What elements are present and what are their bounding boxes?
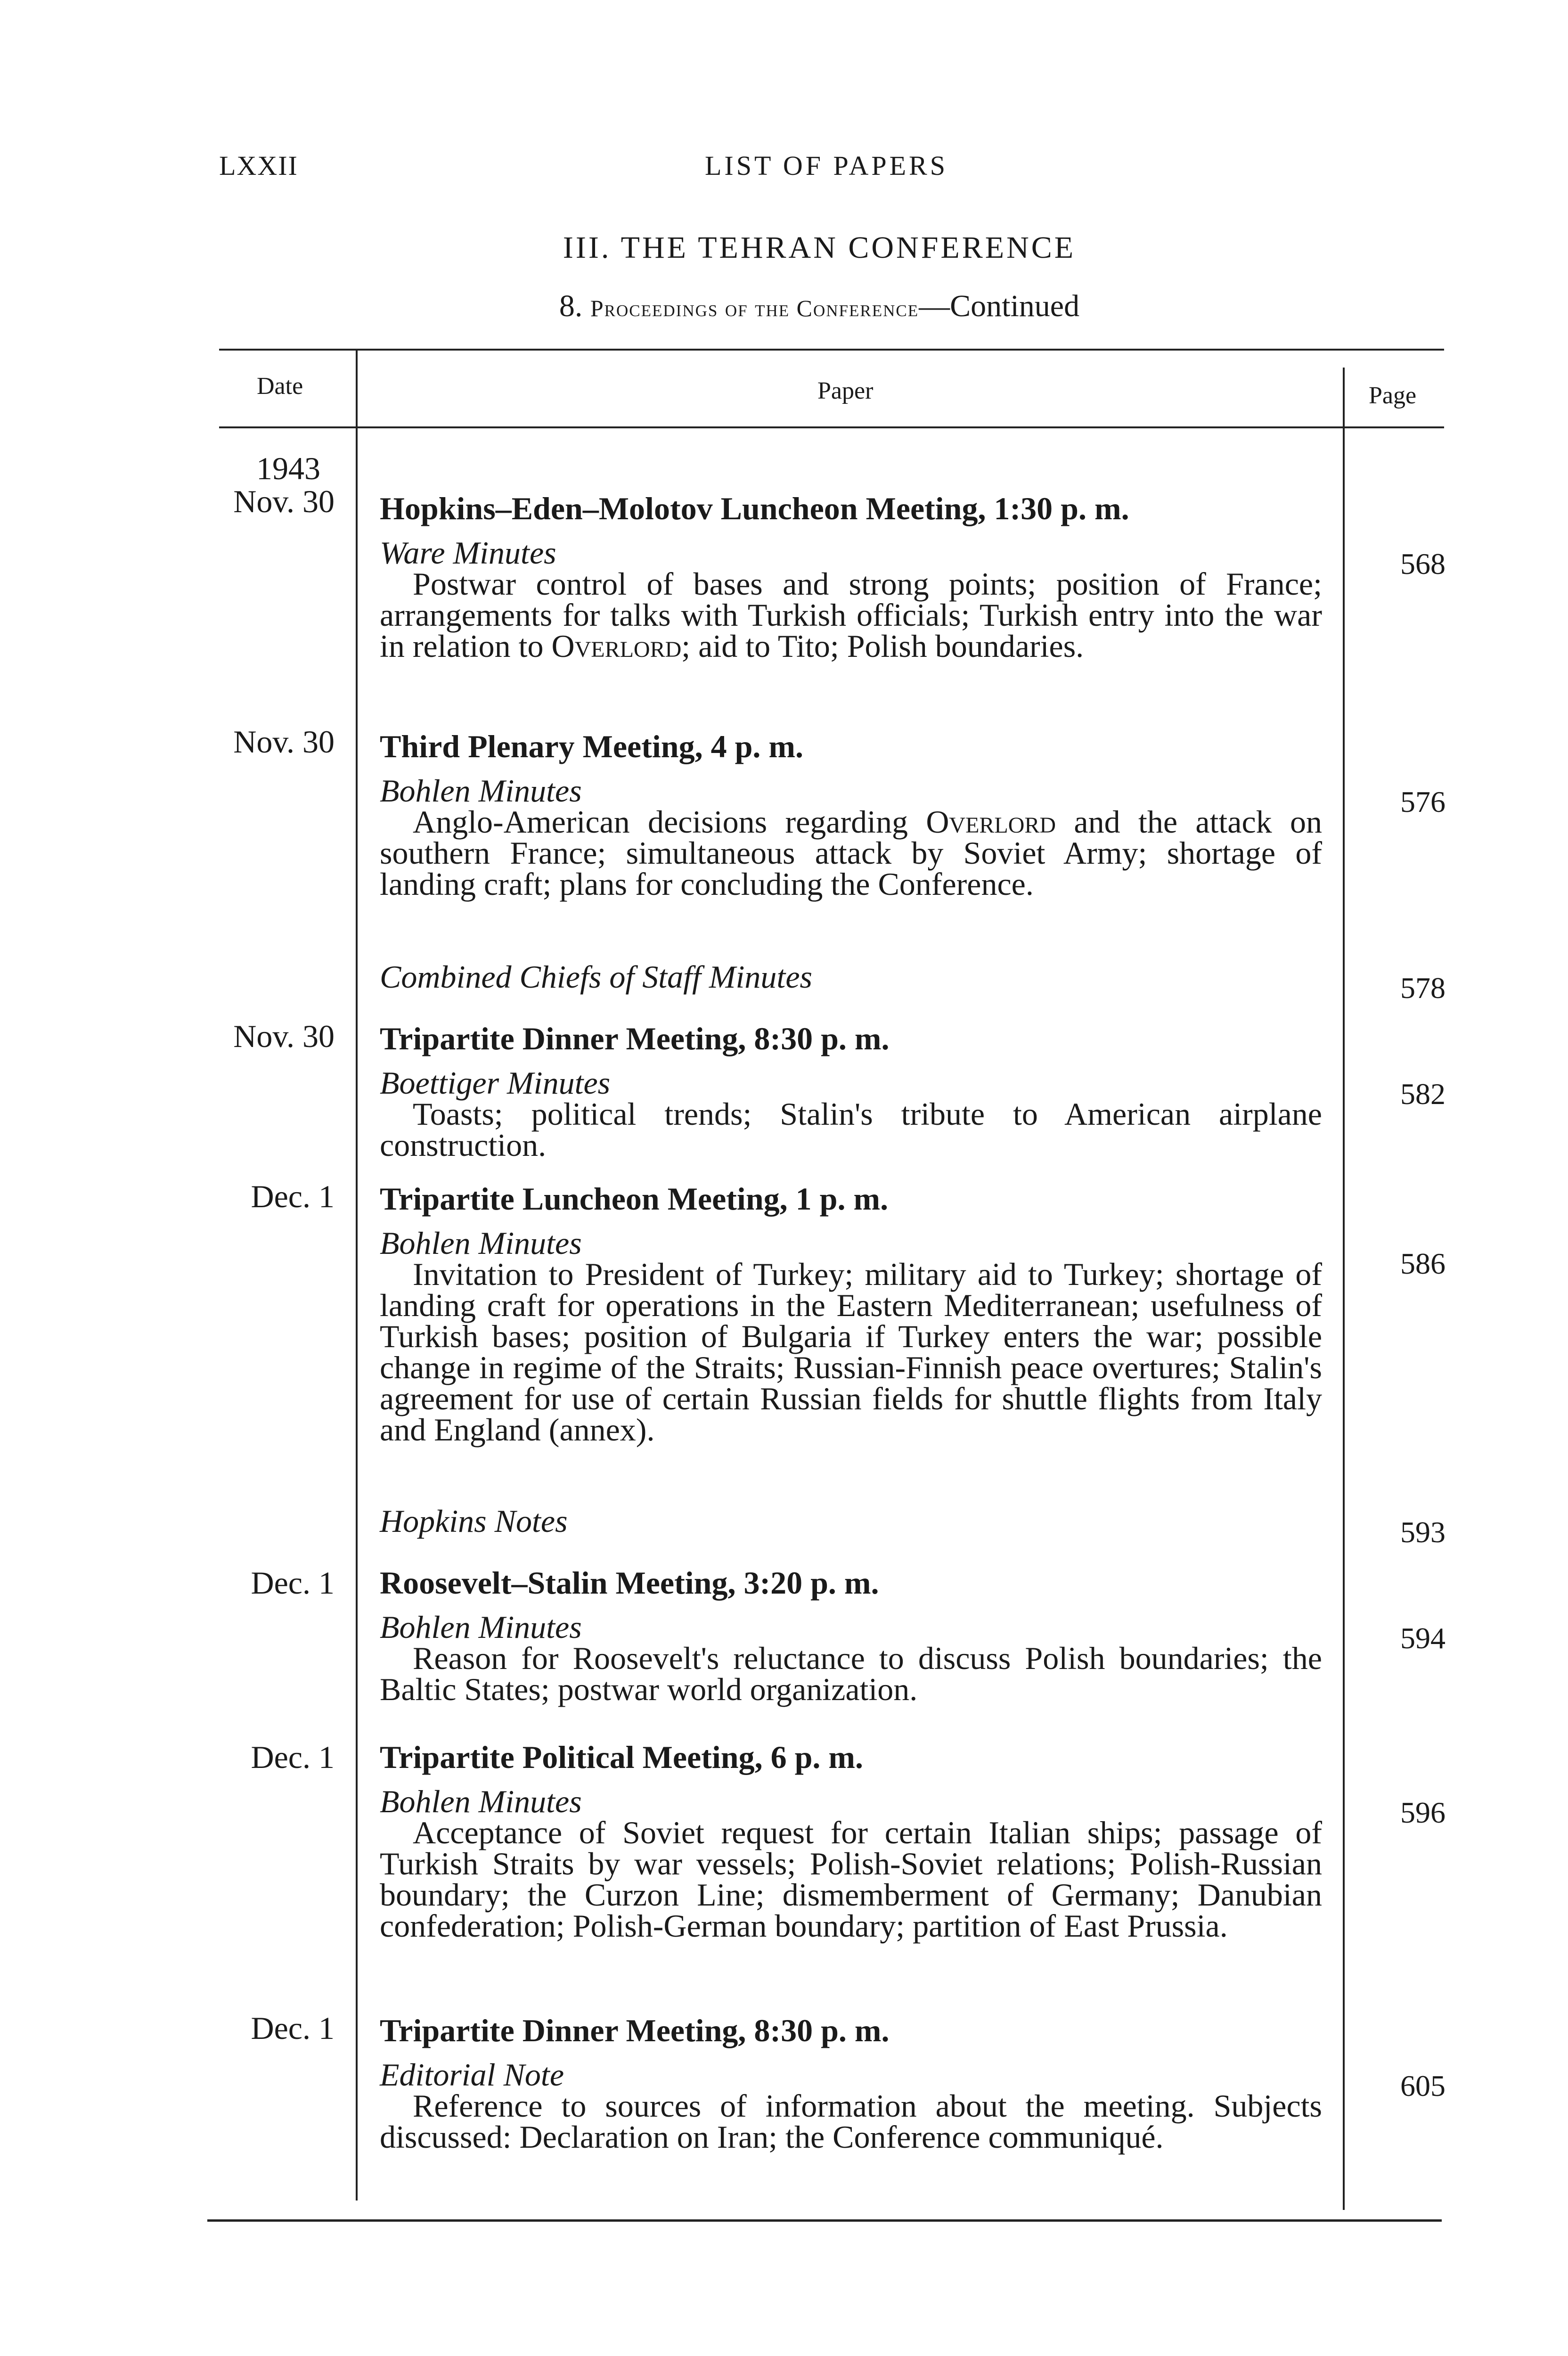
page-number: LXXII bbox=[219, 150, 298, 181]
paper-entry bbox=[380, 537, 1322, 662]
table-divider-right bbox=[1343, 368, 1345, 2210]
section-title: III. THE TEHRAN CONFERENCE bbox=[563, 230, 1076, 265]
meeting-date: Nov. 30 bbox=[233, 724, 335, 760]
column-header-paper: Paper bbox=[817, 377, 874, 404]
meeting-title: Tripartite Dinner Meeting, 8:30 p. m. bbox=[380, 1021, 890, 1056]
paper-entry bbox=[380, 1609, 1322, 1707]
paper-label: Bohlen Minutes bbox=[380, 1609, 582, 1645]
meeting-date: Dec. 1 bbox=[251, 1565, 335, 1601]
page-ref: 576 bbox=[1400, 785, 1446, 818]
meeting-date: Nov. 30 bbox=[233, 483, 335, 519]
subsection-number: 8. bbox=[559, 289, 583, 323]
running-title: LIST OF PAPERS bbox=[705, 150, 948, 181]
paper-entry bbox=[380, 1225, 1322, 1448]
meeting-title: Roosevelt–Stalin Meeting, 3:20 p. m. bbox=[380, 1565, 879, 1601]
meeting-date: Dec. 1 bbox=[251, 2010, 335, 2046]
page-ref: 596 bbox=[1400, 1796, 1446, 1829]
paper-entry bbox=[380, 1505, 1322, 1537]
paper-entry bbox=[380, 1067, 1322, 1161]
paper-label: Bohlen Minutes bbox=[380, 1225, 582, 1261]
table-top-rule bbox=[219, 349, 1444, 351]
meeting-date: Nov. 30 bbox=[233, 1018, 335, 1054]
table-header-rule bbox=[219, 426, 1444, 428]
meeting-title: Tripartite Dinner Meeting, 8:30 p. m. bbox=[380, 2012, 890, 2048]
paper-description: Anglo-American decisions regarding Overlord and the attack on southern France; simultaneous attack by Soviet Army; shortage of landing craft; plans for concluding the Conference. bbox=[380, 804, 1322, 902]
column-header-date: Date bbox=[257, 373, 303, 400]
subsection-suffix: —Continued bbox=[919, 289, 1080, 323]
meeting-date: Dec. 1 bbox=[251, 1178, 335, 1214]
page-ref: 594 bbox=[1400, 1621, 1446, 1655]
paper-label: Bohlen Minutes bbox=[380, 1783, 582, 1819]
column-header-page: Page bbox=[1369, 382, 1417, 409]
meeting-title: Third Plenary Meeting, 4 p. m. bbox=[380, 728, 804, 764]
paper-description: Reference to sources of information about the meeting. Subjects discussed: Declaration on Iran; the Conference communiqué. bbox=[380, 2088, 1322, 2155]
subsection-title bbox=[0, 288, 1568, 324]
paper-description: Reason for Roosevelt's reluctance to discuss Polish boundaries; the Baltic States; postwar world organization. bbox=[380, 1640, 1322, 1707]
table-bottom-rule bbox=[207, 2219, 1442, 2222]
paper-entry bbox=[380, 959, 1322, 995]
year-label: 1943 bbox=[256, 450, 320, 486]
paper-entry bbox=[380, 2057, 1322, 2155]
page-ref: 593 bbox=[1400, 1515, 1446, 1549]
paper-description: Toasts; political trends; Stalin's tribute to American airplane construction. bbox=[380, 1096, 1322, 1163]
paper-entry bbox=[380, 1783, 1322, 1944]
table-divider-left bbox=[356, 349, 358, 2201]
page-ref: 582 bbox=[1400, 1077, 1446, 1111]
paper-label: Boettiger Minutes bbox=[380, 1065, 611, 1101]
paper-description: Acceptance of Soviet request for certain Italian ships; passage of Turkish Straits by war vessels; Polish-Soviet relations; Polish-Russian boundary; the Curzon Line; dismemberment of Germany; Danubian confederation; Polish-German boundary; partition of East Prussia. bbox=[380, 1815, 1322, 1944]
paper-entry bbox=[380, 775, 1322, 900]
page-ref: 586 bbox=[1400, 1247, 1446, 1280]
meeting-date: Dec. 1 bbox=[251, 1739, 335, 1775]
paper-label: Combined Chiefs of Staff Minutes bbox=[380, 959, 812, 995]
paper-label: Hopkins Notes bbox=[380, 1503, 568, 1539]
page-ref: 605 bbox=[1400, 2069, 1446, 2102]
paper-label: Editorial Note bbox=[380, 2057, 564, 2093]
paper-label: Bohlen Minutes bbox=[380, 773, 582, 809]
meeting-title: Tripartite Political Meeting, 6 p. m. bbox=[380, 1739, 864, 1775]
subsection-name: Proceedings of the Conference bbox=[590, 295, 919, 321]
paper-description: Invitation to President of Turkey; military aid to Turkey; shortage of landing craft for operations in the Eastern Mediterranean; usefulness of Turkish bases; position of Bulgaria if Turkey enters the war; possible change in regime of the Straits; Russian-Finnish peace overtures; Stalin's agreement for use of certain Russian fields for shuttle flights from Italy and England (annex). bbox=[380, 1256, 1322, 1448]
meeting-title: Tripartite Luncheon Meeting, 1 p. m. bbox=[380, 1181, 889, 1217]
page-ref: 578 bbox=[1400, 971, 1446, 1005]
page-ref: 568 bbox=[1400, 547, 1446, 581]
paper-label: Ware Minutes bbox=[380, 535, 556, 571]
meeting-title: Hopkins–Eden–Molotov Luncheon Meeting, 1:30 p. m. bbox=[380, 491, 1129, 526]
paper-description: Postwar control of bases and strong points; position of France; arrangements for talks with Turkish officials; Turkish entry into the war in relation to Overlord; aid to Tito; Polish boundaries. bbox=[380, 566, 1322, 664]
